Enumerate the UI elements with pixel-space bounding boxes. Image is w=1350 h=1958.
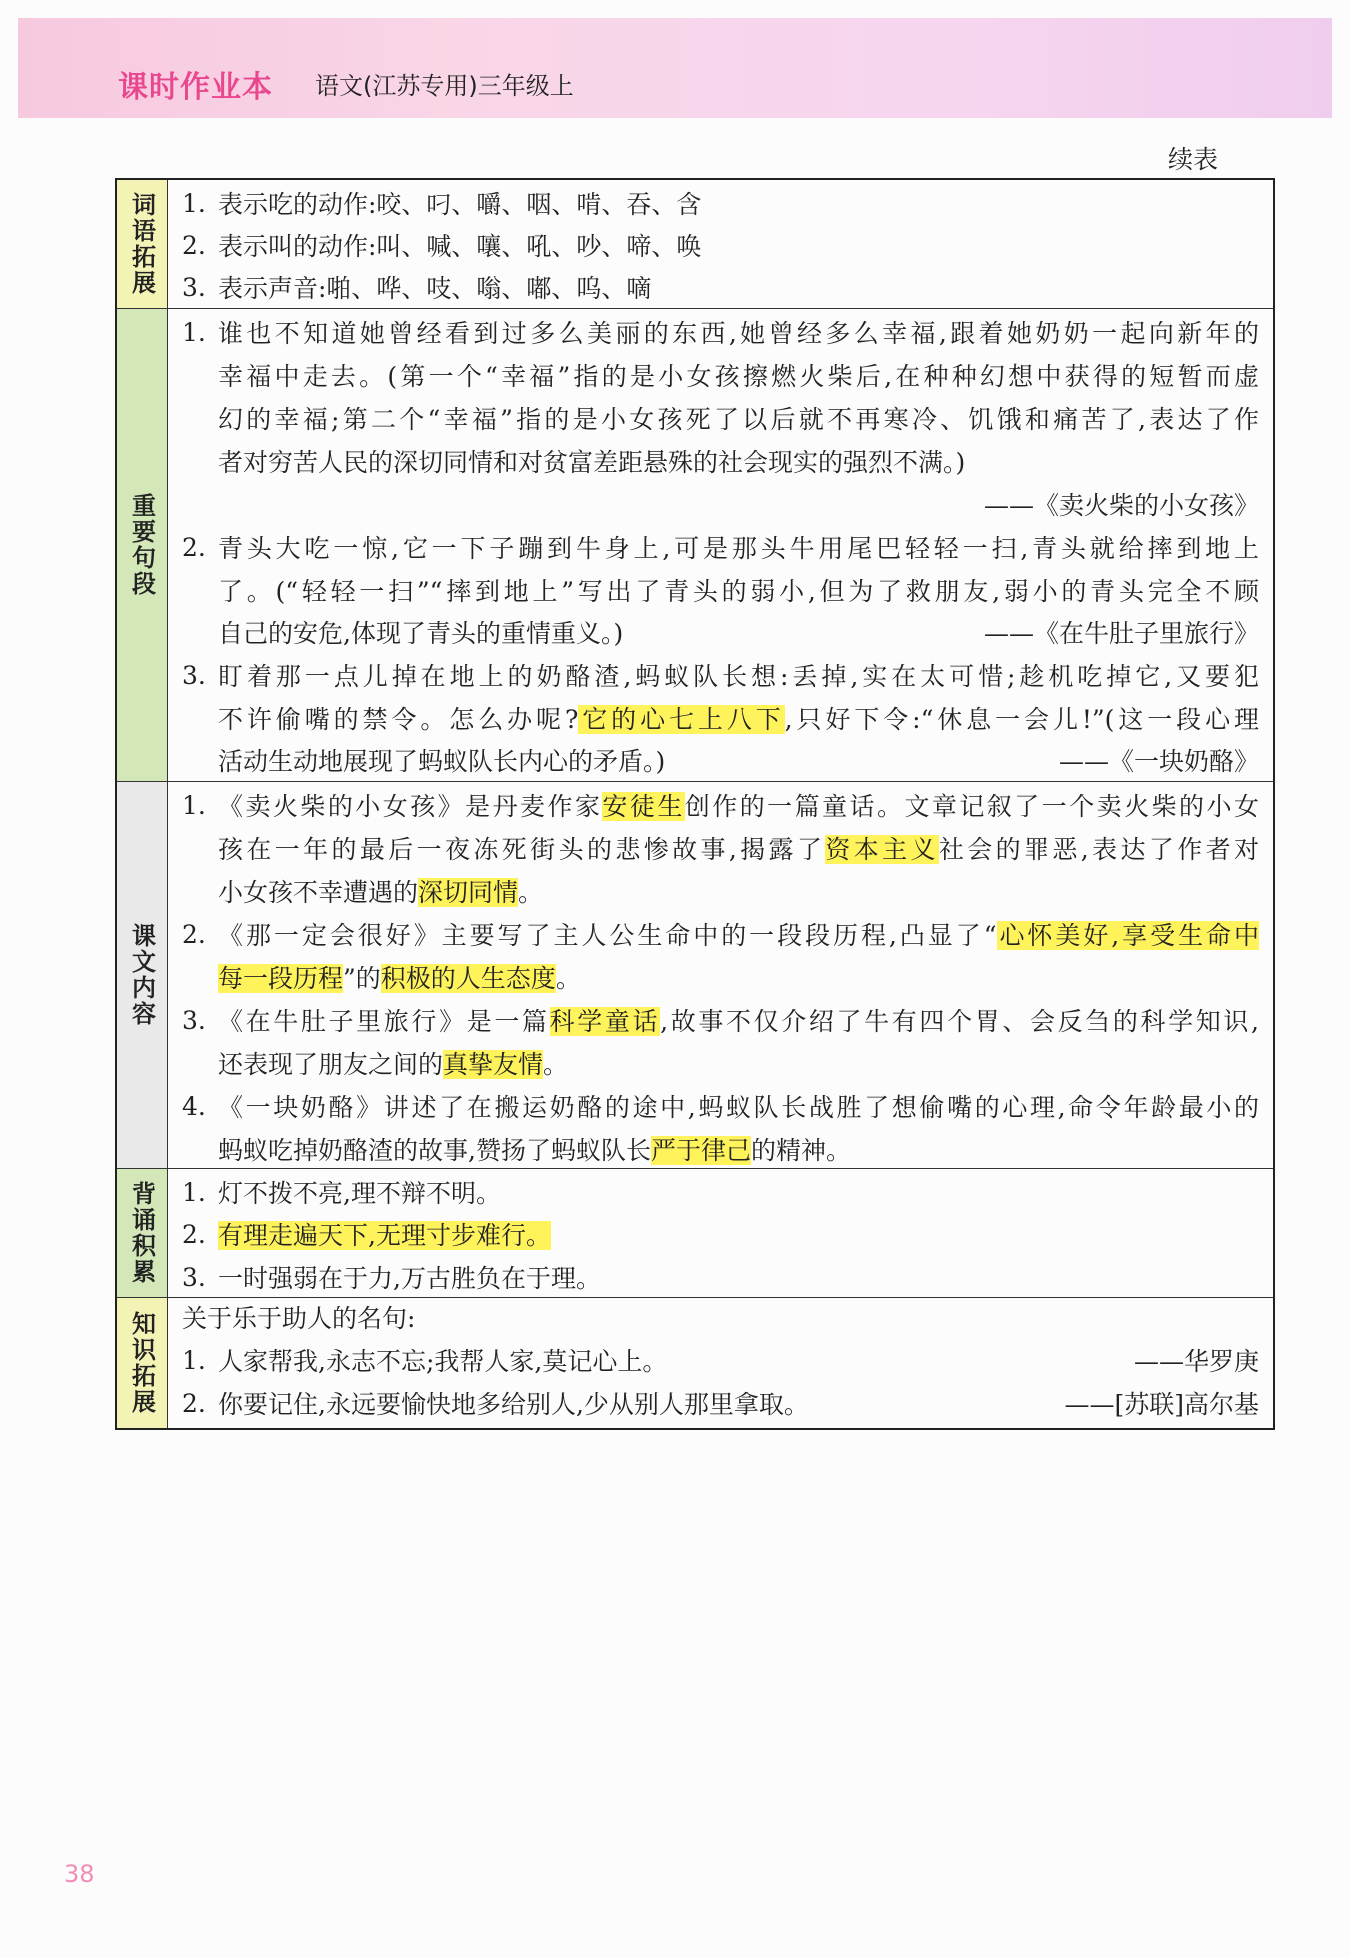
passage-line: 幸福中走去。(第一个“幸福”指的是小女孩擦燃火柴后,在种种幻想中获得的短暂而虚	[218, 362, 1259, 391]
list-item: 3. 一时强弱在于力,万古胜负在于理。	[182, 1262, 601, 1293]
section-content	[168, 1298, 1273, 1428]
content-line: 还表现了朋友之间的真挚友情。	[218, 1050, 569, 1079]
section-text-content	[117, 781, 1273, 1168]
highlight: 安徒生	[602, 792, 685, 821]
passage-line: 3. 盯着那一点儿掉在地上的奶酪渣,蚂蚁队长想:丢掉,实在太可惜;趁机吃掉它,又要犯	[182, 660, 1259, 691]
section-word-expansion	[117, 180, 1273, 308]
continued-label: 续表	[1167, 145, 1218, 174]
passage-line: 幻的幸福;第二个“幸福”指的是小女孩死了以后就不再寒冷、饥饿和痛苦了,表达了作	[218, 405, 1259, 434]
highlight: 科学童话	[549, 1007, 661, 1036]
list-item: 1. 灯不拨不亮,理不辩不明。	[182, 1177, 501, 1208]
highlight: 心怀美好,享受生命中	[996, 921, 1260, 950]
list-item: 3. 表示声音:啪、哗、吱、嗡、嘟、呜、嘀	[182, 272, 652, 303]
passage-line: 1. 谁也不知道她曾经看到过多么美丽的东西,她曾经多么幸福,跟着她奶奶一起向新年的	[182, 317, 1259, 348]
passage-source: ——《卖火柴的小女孩》	[983, 491, 1259, 520]
passage-line: 不许偷嘴的禁令。怎么办呢?它的心七上八下,只好下令:“休息一会儿!”(这一段心理	[218, 705, 1260, 734]
highlight: 每一段历程	[218, 964, 344, 993]
section-content	[168, 309, 1273, 781]
content-line: 3. 《在牛肚子里旅行》是一篇科学童话,故事不仅介绍了牛有四个胃、会反刍的科学知识,	[182, 1005, 1259, 1036]
passage-line: 了。(“轻轻一扫”“摔到地上”写出了青头的弱小,但为了救朋友,弱小的青头完全不顾	[218, 577, 1259, 606]
passage-line: 自己的安危,体现了青头的重情重义。) ——《在牛肚子里旅行》	[218, 619, 1259, 648]
highlight: 积极的人生态度	[380, 964, 556, 993]
highlight: 资本主义	[825, 835, 939, 864]
intro-line: 关于乐于助人的名句:	[182, 1304, 416, 1333]
section-label: 词语拓展	[117, 180, 168, 308]
passage-line: 2. 青头大吃一惊,它一下子蹦到牛身上,可是那头牛用尾巴轻轻一扫,青头就给摔到地上	[182, 532, 1259, 563]
content-line: 蚂蚁吃掉奶酪渣的故事,赞扬了蚂蚁队长严于律己的精神。	[218, 1136, 851, 1165]
section-recitation	[117, 1168, 1273, 1297]
section-label: 知识拓展	[117, 1298, 168, 1428]
section-key-passages	[117, 308, 1273, 781]
highlight: 它的心七上八下	[578, 705, 785, 734]
quote-item: 1. 人家帮我,永志不忘;我帮人家,莫记心上。 ——华罗庚	[182, 1345, 1259, 1376]
page-number: 38	[64, 1860, 95, 1888]
quote-item: 2. 你要记住,永远要愉快地多给别人,少从别人那里拿取。 ——[苏联]高尔基	[182, 1388, 1259, 1419]
section-content	[168, 180, 1273, 308]
list-item: 2. 有理走遍天下,无理寸步难行。	[182, 1219, 551, 1250]
content-line: 小女孩不幸遭遇的深切同情。	[218, 878, 544, 907]
highlight: 深切同情	[418, 878, 519, 907]
section-knowledge-expansion	[117, 1297, 1273, 1428]
passage-line: 活动生动地展现了蚂蚁队长内心的矛盾。) ——《一块奶酪》	[218, 747, 1259, 776]
content-line: 每一段历程”的积极的人生态度。	[218, 964, 581, 993]
passage-line: 者对穷苦人民的深切同情和对贫富差距悬殊的社会现实的强烈不满。)	[218, 448, 966, 477]
content-line: 4. 《一块奶酪》讲述了在搬运奶酪的途中,蚂蚁队长战胜了想偷嘴的心理,命令年龄最小的	[182, 1091, 1259, 1122]
section-content	[168, 1169, 1273, 1297]
section-label: 课文内容	[117, 782, 168, 1168]
summary-table	[115, 178, 1275, 1430]
list-item: 2. 表示叫的动作:叫、喊、嚷、吼、吵、啼、唤	[182, 230, 702, 261]
section-label: 背诵积累	[117, 1169, 168, 1297]
content-line: 2. 《那一定会很好》主要写了主人公生命中的一段段历程,凸显了“心怀美好,享受生命中	[182, 919, 1260, 950]
list-item: 1. 表示吃的动作:咬、叼、嚼、咽、啃、吞、含	[182, 188, 702, 219]
content-line: 孩在一年的最后一夜冻死街头的悲惨故事,揭露了资本主义社会的罪恶,表达了作者对	[218, 835, 1259, 864]
section-label: 重要句段	[117, 309, 168, 781]
brand-title: 课时作业本	[118, 70, 273, 105]
highlight: 真挚友情	[443, 1050, 544, 1079]
content-line: 1. 《卖火柴的小女孩》是丹麦作家安徒生创作的一篇童话。文章记叙了一个卖火柴的小女	[182, 790, 1259, 821]
highlight: 严于律己	[650, 1136, 751, 1165]
book-subtitle: 语文(江苏专用)三年级上	[315, 72, 574, 100]
highlight: 有理走遍天下,无理寸步难行。	[218, 1221, 551, 1250]
section-content	[168, 782, 1273, 1168]
